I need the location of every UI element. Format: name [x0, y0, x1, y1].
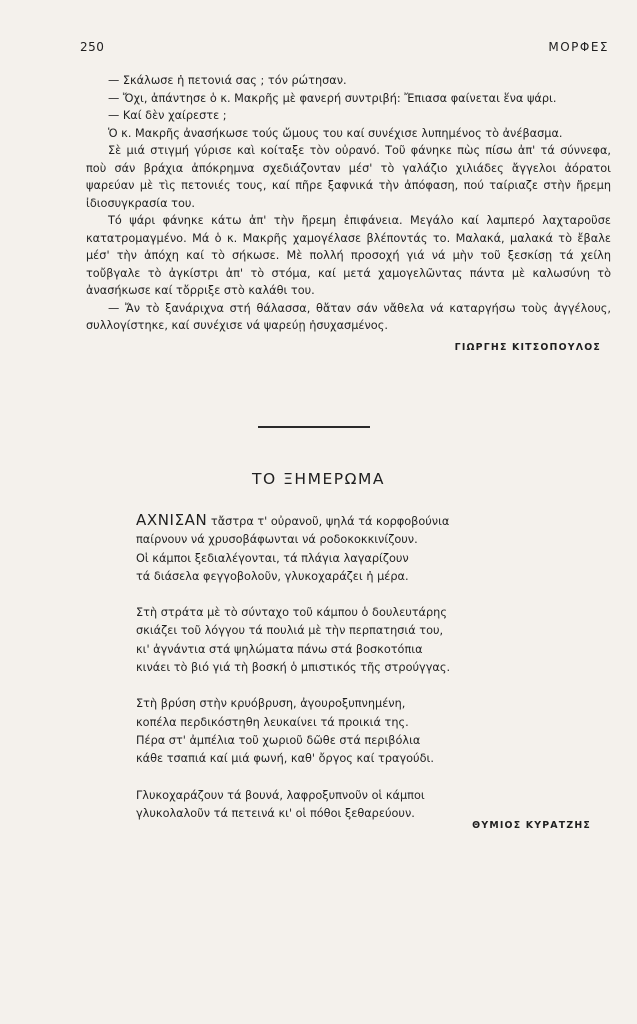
story-paragraph: Τό ψάρι φάνηκε κάτω ἀπ' τὴν ἤρεμη ἐπιφάνεια. Μεγάλο καί λαμπερό λαχταροῦσε κατατρομαγμένο. Μά ὁ κ. Μακρῆς χαμογέλασε βλέποντάς το. Μαλακά, μαλακά τὸ ἔβαλε μέσ' τὴν ἀπόχη καί τὸ σήκωσε. Μὲ πολλή προσοχή γιά νά μὴν τοῦ ξεσκίσῃ τά χείλη τοὔβγαλε τὸ ἀγκίστρι ἀπ' τὸ στόμα, καί μετά χαμογελῶντας πάντα μὲ καλωσύνη τὸ ἀνασήκωσε καί τὄρριξε στὸ καλάθι του.	[86, 214, 611, 297]
journal-title: ΜΟΡΦΕΣ	[548, 40, 609, 54]
poem-line	[136, 511, 606, 531]
poem-line: κινάει τὸ βιό γιά τὴ βοσκή ὁ μπιστικός τῆς στρούγγας.	[136, 661, 451, 675]
poem-line: τά διάσελα φεγγοβολοῦν, γλυκοχαράζει ἡ μέρα.	[136, 569, 409, 583]
story-paragraph: Σὲ μιά στιγμή γύρισε καὶ κοίταξε τὸν οὐρανό. Τοῦ φάνηκε πὼς πίσω ἀπ' τά σύννεφα, ποὺ σάν βράχια ἀπόκρημνα σχεδιάζονταν μέσ' τὸ γαλάζιο χιλιάδες ἄγγελοι ἀόρατοι ψαρεύαν μὲ τὶς πετονιές τους, καί πῆρε ξαφνικά τὴν ἀπόφαση, πού ταίριαζε στὴν ἤρεμη ἰδιοσυγκρασία του.	[86, 144, 611, 210]
poem-initial-word: ΑΧΝΙΣΑΝ	[136, 511, 208, 529]
story-paragraph: — Ὄχι, ἀπάντησε ὁ κ. Μακρῆς μὲ φανερή συντριβή: Ἔπιασα φαίνεται ἕνα ψάρι.	[108, 91, 557, 105]
poem-line: κάθε τσαπιά καί μιά φωνή, καθ' ὄργος καί τραγούδι.	[136, 752, 434, 766]
story-paragraph: — Σκάλωσε ἡ πετονιά σας ; τόν ρώτησαν.	[108, 74, 347, 87]
poem-line: σκιάζει τοῦ λόγγου τά πουλιά μὲ τὴν περπατησιά του,	[136, 624, 444, 638]
poem-line: Στὴ στράτα μὲ τὸ σύνταχο τοῦ κάμπου ὁ δουλευτάρης	[136, 606, 447, 620]
poem-stanza	[136, 695, 606, 768]
story-paragraph: — Ἄν τὸ ξανάριχνα στή θάλασσα, θἄταν σάν νἄθελα νά καταργήσω τοὺς ἀγγέλους, συλλογίστηκε, καί συνέχισε νά ψαρεύῃ ἡσυχασμένος.	[86, 301, 611, 332]
poem-line: Στὴ βρύση στὴν κρυόβρυση, ἀγουροξυπνημένη,	[136, 697, 406, 711]
poem-line-text: τἄστρα τ' οὐρανοῦ, ψηλά τά κορφοβούνια	[207, 515, 450, 528]
poem-line: Πέρα στ' ἀμπέλια τοῦ χωριοῦ δῶθε στά περιβόλια	[136, 733, 421, 747]
poem-body	[136, 511, 606, 841]
poem-line: κοπέλα περδικόστηθη λευκαίνει τά προικιά της.	[136, 715, 409, 729]
poem-stanza	[136, 604, 606, 677]
section-divider	[258, 426, 370, 428]
poem-stanza	[136, 787, 606, 824]
story-section	[86, 72, 611, 356]
poem-line: παίρνουν νά χρυσοβάφωνται νά ροδοκοκκινίζουν.	[136, 533, 418, 547]
story-paragraph: Ὁ κ. Μακρῆς ἀνασήκωσε τούς ὤμους του καί συνέχισε λυπημένος τὸ ἀνέβασμα.	[108, 126, 563, 140]
poem-stanza	[136, 511, 606, 586]
story-author: ΓΙΩΡΓΗΣ ΚΙΤΣΟΠΟΥΛΟΣ	[454, 341, 601, 353]
poem-author: ΘΥΜΙΟΣ ΚΥΡΑΤΖΗΣ	[472, 820, 591, 831]
story-paragraph: — Καί δὲν χαίρεστε ;	[108, 109, 227, 122]
poem-line: Οἱ κάμποι ξεδιαλέγονται, τά πλάγια λαγαρίζουν	[136, 551, 409, 565]
poem-line: κι' ἀγνάντια στά ψηλώματα πάνω στά βοσκοτόπια	[136, 642, 423, 656]
poem-line: Γλυκοχαράζουν τά βουνά, λαφροξυπνοῦν οἱ κάμποι	[136, 788, 425, 802]
page-number: 250	[80, 40, 105, 54]
poem-title: ΤΟ ΞΗΜΕΡΩΜΑ	[252, 470, 385, 488]
page-header	[80, 40, 609, 58]
poem-line: γλυκολαλοῦν τά πετεινά κι' οἱ πόθοι ξεθαρεύουν.	[136, 806, 415, 820]
